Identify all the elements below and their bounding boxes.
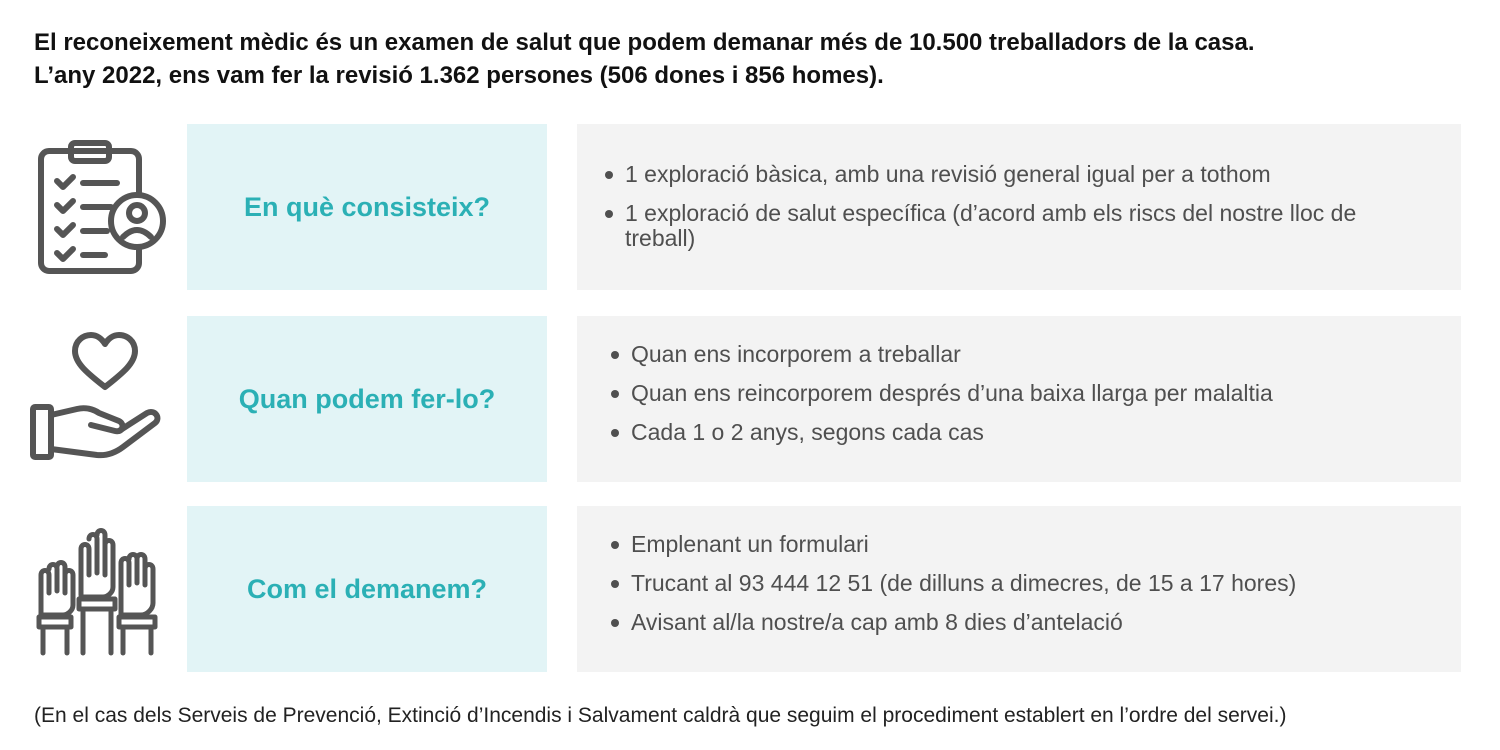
clipboard-checklist-person-icon bbox=[22, 132, 172, 282]
intro-line-1: El reconeixement mèdic és un examen de salut que podem demanar més de 10.500 treballadors de la casa. bbox=[34, 29, 1255, 56]
answer-box-1 bbox=[577, 124, 1461, 290]
list-item: Trucant al 93 444 12 51 (de dilluns a dimecres, de 15 a 17 hores) bbox=[611, 571, 1431, 596]
question-label: En què consisteix? bbox=[243, 191, 491, 222]
list-item: 1 exploració bàsica, amb una revisió general igual per a tothom bbox=[605, 162, 1431, 187]
question-box-2 bbox=[187, 316, 547, 482]
answer-list bbox=[605, 162, 1431, 265]
answer-list bbox=[611, 532, 1431, 649]
list-item: Quan ens incorporem a treballar bbox=[611, 342, 1431, 367]
list-item: Quan ens reincorporem després d’una baixa llarga per malaltia bbox=[611, 381, 1431, 406]
list-item: 1 exploració de salut específica (d’acord amb els riscs del nostre lloc de treball) bbox=[605, 201, 1431, 251]
question-box-3 bbox=[187, 506, 547, 672]
section-what-it-is bbox=[0, 124, 1500, 290]
answer-box-2 bbox=[577, 316, 1461, 482]
footnote: (En el cas dels Serveis de Prevenció, Extinció d’Incendis i Salvament caldrà que seguim el procediment establert en l’ordre del servei.) bbox=[34, 704, 1287, 727]
question-label: Quan podem fer-lo? bbox=[238, 383, 496, 414]
list-item: Avisant al/la nostre/a cap amb 8 dies d’antelació bbox=[611, 610, 1431, 635]
list-item: Emplenant un formulari bbox=[611, 532, 1431, 557]
section-how bbox=[0, 506, 1500, 672]
intro-text bbox=[34, 26, 1474, 92]
hand-heart-icon bbox=[22, 324, 172, 474]
list-item: Cada 1 o 2 anys, segons cada cas bbox=[611, 420, 1431, 445]
raised-hands-icon bbox=[22, 514, 172, 664]
answer-box-3 bbox=[577, 506, 1461, 672]
section-when bbox=[0, 316, 1500, 482]
question-box-1 bbox=[187, 124, 547, 290]
question-label: Com el demanem? bbox=[246, 573, 488, 604]
intro-line-2: L’any 2022, ens vam fer la revisió 1.362 persones (506 dones i 856 homes). bbox=[34, 62, 884, 89]
answer-list bbox=[611, 342, 1431, 459]
